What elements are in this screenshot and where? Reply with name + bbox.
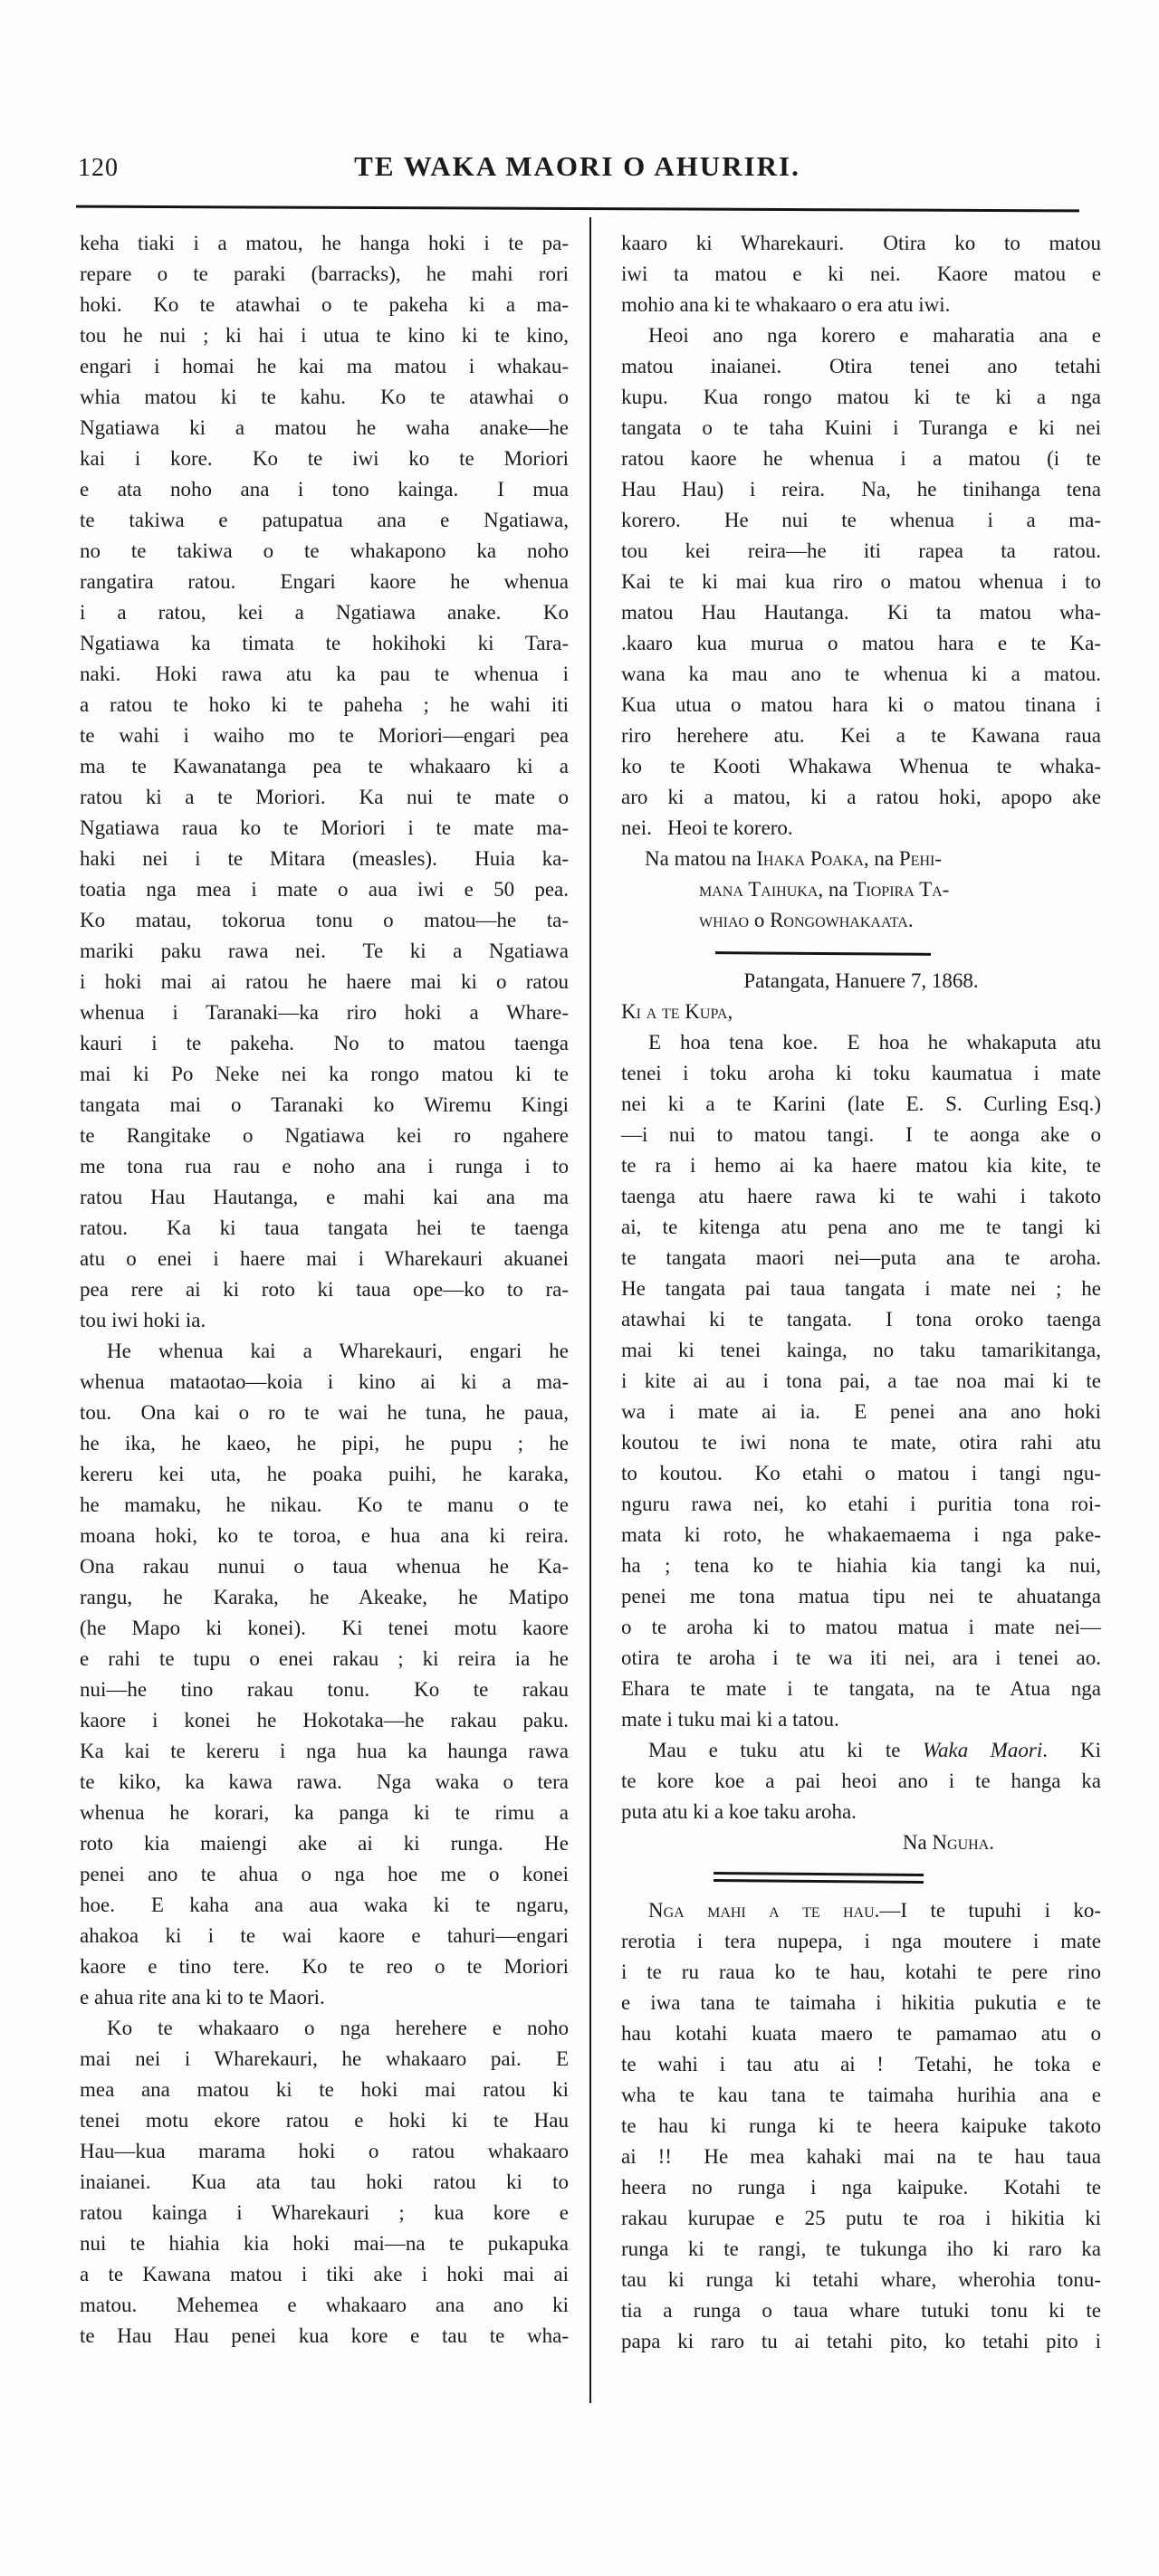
text-line: tangata o te taha Kuini i Turanga e ki nei [621,416,1101,439]
right-column [621,228,1101,2357]
text-line: keha tiaki i a matou, he hanga hoki i te pa- [80,232,569,254]
text-line: matou inaianei. Otira tenei ano tetahi [621,355,1101,377]
text-line: to koutou. Ko etahi o matou i tangi ngu- [621,1462,1101,1484]
text-line: Hau—kua marama hoki o ratou whakaaro [80,2140,569,2162]
text-line: mariki paku rawa nei. Te ki a Ngatiawa [80,940,569,962]
text-line: i a ratou, kei a Ngatiawa anake. Ko [80,601,569,624]
text-line: nguru rawa nei, ko etahi i puritia tona roi- [621,1493,1101,1515]
text-line: tia a runga o taua whare tutuki tonu ki te [621,2299,1101,2322]
text-line: whia matou ki te kahu. Ko te atawhai o [80,386,569,408]
text-line: He tangata pai taua tangata i mate nei ; he [621,1277,1101,1300]
text-line: e iwa tana te taimaha i hikitia pukutia e te [621,1991,1101,2014]
text-line: nei. Heoi te korero. [621,816,793,839]
text-line: i te ru raua ko te hau, kotahi te pere rino [621,1961,1101,1983]
text-line: puta atu ki a koe taku aroha. [621,1800,857,1823]
text-line: Ki a te Kupa, [621,1000,733,1023]
text-line: te kiko, ka kawa rawa. Nga waka o tera [80,1770,569,1793]
text-line: ratou ki a te Moriori. Ka nui te mate o [80,786,569,808]
text-line: Ka kai te kereru i nga hua ka haunga rawa [80,1740,569,1762]
text-line: te hau ki runga ki te heera kaipuke takoto [621,2114,1101,2137]
text-line: naki. Hoki rawa atu ka pau te whenua i [80,663,569,685]
section-rule-double [714,1872,924,1884]
text-line: Ko te whakaaro o nga herehere e noho [107,2017,569,2039]
text-line: mana Taihuka, na Tiopira Ta- [699,878,950,901]
text-line: rakau kurupae e 25 putu te roa i hikitia ki [621,2207,1101,2229]
text-line: heera no runga i nga kaipuke. Kotahi te [621,2176,1101,2199]
text-line: Ko matau, tokorua tonu o matou—he ta- [80,909,569,931]
text-line: (he Mapo ki konei). Ki tenei motu kaore [80,1617,569,1639]
text-line: Ehara te mate i te tangata, na te Atua nga [621,1677,1101,1700]
text-line: te ra i hemo ai ka haere matou kia kite, te [621,1154,1101,1177]
text-line: he ika, he kaeo, he pipi, he pupu ; he [80,1432,569,1455]
left-column [80,228,569,2352]
text-line: engari i homai he kai ma matou i whakau- [80,355,569,377]
text-line: mate i tuku mai ki a tatou. [621,1708,839,1731]
text-line: ai, te kitenga atu pena ano me te tangi ki [621,1216,1101,1238]
text-line: mai ki tenei kainga, no taku tamarikitanga, [621,1339,1101,1361]
text-line: ratou Hau Hautanga, e mahi kai ana ma [80,1186,569,1208]
text-line: haki nei i te Mitara (measles). Huia ka- [80,847,569,870]
text-line: —i nui to matou tangi. I te aonga ake o [621,1123,1101,1146]
text-line: koutou te iwi nona te mate, otira rahi atu [621,1431,1101,1454]
text-line: inaianei. Kua ata tau hoki ratou ki to [80,2171,569,2193]
text-line: a ratou te hoko ki te paheha ; he wahi iti [80,693,569,716]
text-line: tou. Ona kai o ro te wai he tuna, he paua, [80,1401,569,1424]
text-line: e ahua rite ana ki to te Maori. [80,1986,325,2008]
text-line: kaaro ki Wharekauri. Otira ko to matou [621,232,1101,254]
text-line: moana hoki, ko te toroa, e hua ana ki reira. [80,1524,569,1547]
text-line: kai i kore. Ko te iwi ko te Moriori [80,447,569,470]
text-line: te Rangitake o Ngatiawa kei ro ngahere [80,1124,569,1147]
text-line: he mamaku, he nikau. Ko te manu o te [80,1493,569,1516]
header-rule [76,205,1079,213]
text-line: tou kei reira—he iti rapea ta ratou. [621,539,1101,562]
text-line: Ngatiawa raua ko te Moriori i te mate ma- [80,816,569,839]
text-line: rangatira ratou. Engari kaore he whenua [80,570,569,593]
text-line: Hau Hau) i reira. Na, he tinihanga tena [621,478,1101,501]
page-number: 120 [78,154,119,182]
text-line: i kite ai au i tona pai, a tae noa mai ki te [621,1369,1101,1392]
text-line: nei ki a te Karini (late E. S. Curling Esq.) [621,1092,1101,1115]
text-line: Ngatiawa ki a matou he waha anake—he [80,416,569,439]
text-line: tou he nui ; ki hai i utua te kino ki te kino, [80,324,569,347]
text-line: otira te aroha i te wa iti nei, ara i tenei ao. [621,1646,1101,1669]
text-line: mea ana matou ki te hoki mai ratou ki [80,2078,569,2101]
text-line: taenga atu haere rawa ki te wahi i takoto [621,1185,1101,1207]
text-line: te wahi i tau atu ai ! Tetahi, he toka e [621,2053,1101,2075]
text-line: mai nei i Wharekauri, he whakaaro pai. E [80,2047,569,2070]
text-line: whenua he korari, ka panga ki te rimu a [80,1801,569,1824]
text-line: kauri i te pakeha. No to matou taenga [80,1032,569,1054]
text-line: hoki. Ko te atawhai o te pakeha ki a ma- [80,293,569,316]
text-line: kaore i konei he Hokotaka—he rakau paku. [80,1709,569,1732]
text-line: ha ; tena ko te hiahia kia tangi ka nui, [621,1554,1101,1577]
text-line: e ata noho ana i tono kainga. I mua [80,478,569,501]
text-line: hau kotahi kuata maero te pamamao atu o [621,2022,1101,2045]
text-line: tenei i toku aroha ki toku kaumatua i mate [621,1062,1101,1084]
text-line: rangu, he Karaka, he Akeake, he Matipo [80,1586,569,1608]
text-line: iwi ta matou e ki nei. Kaore matou e [621,262,1101,285]
text-line: korero. He nui te whenua i a ma- [621,509,1101,531]
text-line: Ngatiawa ka timata te hokihoki ki Tara- [80,632,569,654]
text-line: Kai te ki mai kua riro o matou whenua i to [621,570,1101,593]
text-line: whenua i Taranaki—ka riro hoki a Whare- [80,1001,569,1024]
text-line: Mau e tuku atu ki te Waka Maori. Ki [648,1739,1101,1761]
text-line: e rahi te tupu o enei rakau ; ki reira ia he [80,1647,569,1670]
text-line: o te aroha ki to matou matua i mate nei— [621,1616,1101,1638]
text-line: te tangata maori nei—puta ana te aroha. [621,1246,1101,1269]
text-line: toatia nga mea i mate o aua iwi e 50 pea. [80,878,569,901]
text-line: te kore koe a pai heoi ano i te hanga ka [621,1770,1101,1792]
text-line: te Hau Hau penei kua kore e tau te wha- [80,2324,569,2347]
text-line: me tona rua rau e noho ana i runga i to [80,1155,569,1178]
text-line: kupu. Kua rongo matou ki te ki a nga [621,386,1101,408]
text-line: ai !! He mea kahaki mai na te hau taua [621,2145,1101,2168]
text-line: ratou. Ka ki taua tangata hei te taenga [80,1216,569,1239]
text-line: i hoki mai ai ratou he haere mai ki o ratou [80,970,569,993]
text-line: Na matou na Ihaka Poaka, na Pehi- [645,847,942,870]
text-line: whenua mataotao—koia i kino ai ki a ma- [80,1370,569,1393]
text-line: wana ka mau ano te whenua ki a matou. [621,663,1101,685]
text-line: wha te kau tana te taimaha hurihia ana e [621,2084,1101,2106]
text-line: ahakoa ki i te wai kaore e tahuri—engari [80,1924,569,1947]
text-line: wa i mate ai ia. E penei ana ano hoki [621,1400,1101,1423]
column-divider-rule [589,217,591,2403]
page-title: TE WAKA MAORI O AHURIRI. [354,150,800,182]
text-line: a te Kawana matou i tiki ake i hoki mai ai [80,2263,569,2285]
text-line: hoe. E kaha ana aua waka ki te ngaru, [80,1894,569,1916]
text-line: te wahi i waiho mo te Moriori—engari pea [80,724,569,747]
text-line: nui—he tino rakau tonu. Ko te rakau [80,1678,569,1701]
text-line: Na Nguha. [902,1831,994,1854]
text-line: Heoi ano nga korero e maharatia ana e [648,324,1101,347]
text-line: te takiwa e patupatua ana e Ngatiawa, [80,509,569,531]
text-line: Ona rakau nunui o taua whenua he Ka- [80,1555,569,1578]
text-line: no te takiwa o te whakapono ka noho [80,539,569,562]
section-rule-single [715,951,931,956]
text-line: atawhai ki te tangata. I tona oroko taenga [621,1308,1101,1331]
text-line: Nga mahi a te hau.—I te tupuhi i ko- [648,1899,1101,1922]
text-line: pea rere ai ki roto ki taua ope—ko to ra- [80,1278,569,1301]
text-line: tenei motu ekore ratou e hoki ki te Hau [80,2109,569,2132]
text-line: mai ki Po Neke nei ka rongo matou ki te [80,1063,569,1085]
text-line: Patangata, Hanuere 7, 1868. [743,969,979,992]
text-line: papa ki raro tu ai tetahi pito, ko tetahi pito i [621,2330,1101,2352]
text-line: E hoa tena koe. E hoa he whakaputa atu [648,1031,1101,1054]
text-line: mata ki roto, he whakaemaema i nga pake- [621,1523,1101,1546]
text-line: atu o enei i haere mai i Wharekauri akuanei [80,1247,569,1270]
text-line: rerotia i tera nupepa, i nga moutere i mate [621,1930,1101,1952]
text-line: ratou kainga i Wharekauri ; kua kore e [80,2201,569,2224]
text-line: riro herehere atu. Kei a te Kawana raua [621,724,1101,747]
text-line: whiao o Rongowhakaata. [699,909,914,931]
text-line: mohio ana ki te whakaaro o era atu iwi. [621,293,951,316]
text-line: .kaaro kua murua o matou hara e te Ka- [621,632,1101,654]
text-line: matou Hau Hautanga. Ki ta matou wha- [621,601,1101,624]
text-line: Kua utua o matou hara ki o matou tinana i [621,693,1101,716]
text-line: runga ki te rangi, te tukunga iho ki raro ka [621,2237,1101,2260]
text-line: tou iwi hoki ia. [80,1309,206,1331]
text-line: penei ano te ahua o nga hoe me o konei [80,1863,569,1885]
text-line: He whenua kai a Wharekauri, engari he [107,1340,569,1362]
text-line: penei me tona matua tipu nei te ahuatanga [621,1585,1101,1608]
text-line: matou. Mehemea e whakaaro ana ano ki [80,2294,569,2316]
text-line: nui te hiahia kia hoki mai—na te pukapuka [80,2232,569,2255]
text-line: repare o te paraki (barracks), he mahi rori [80,262,569,285]
text-line: aro ki a matou, ki a ratou hoki, apopo ake [621,786,1101,808]
text-line: kaore e tino tere. Ko te reo o te Moriori [80,1955,569,1978]
text-line: ma te Kawanatanga pea te whakaaro ki a [80,755,569,778]
text-line: roto kia maiengi ake ai ki runga. He [80,1832,569,1855]
text-line: ratou kaore he whenua i a matou (i te [621,447,1101,470]
text-line: ko te Kooti Whakawa Whenua te whaka- [621,755,1101,778]
text-line: tau ki runga ki tetahi whare, wherohia tonu- [621,2268,1101,2291]
text-line: kereru kei uta, he poaka puihi, he karaka, [80,1463,569,1485]
text-line: tangata mai o Taranaki ko Wiremu Kingi [80,1093,569,1116]
